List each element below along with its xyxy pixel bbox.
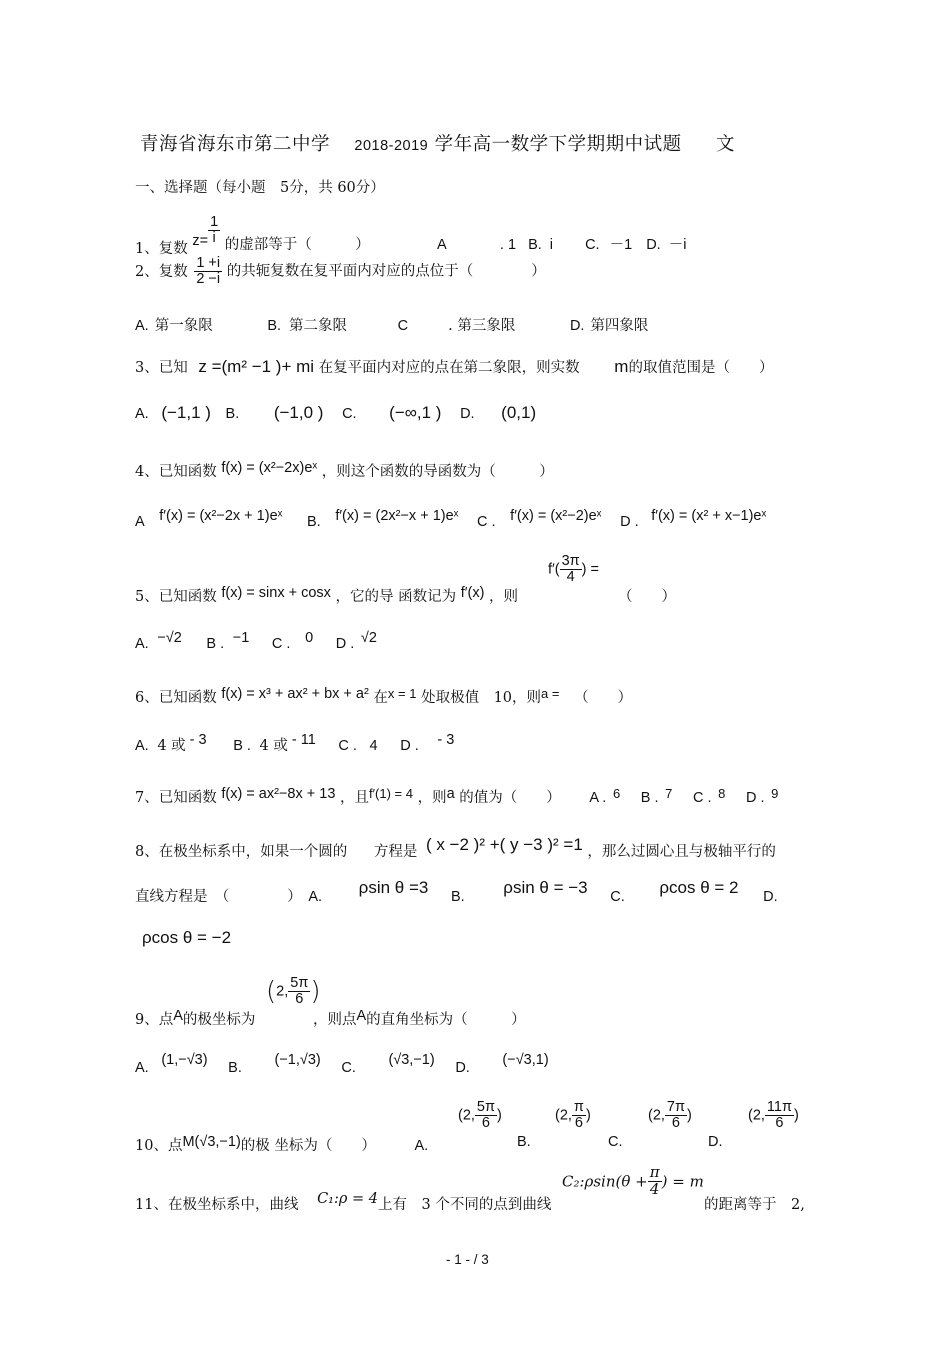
q3-options: A. (−1,1 ) B. (−1,0 ) C. (−∞,1 ) D. (0,1)	[135, 403, 537, 422]
q10-option-a-value: (2, $\frac{5\pi}{6}$ )	[458, 1099, 502, 1132]
title-years: 2018-2019	[354, 138, 429, 154]
q1-label: 1、复数	[135, 240, 188, 257]
q8-expr: ( x −2 )² +( y −3 )² =1	[425, 835, 583, 854]
q5-expr: f(x) = sinx + cosx	[221, 585, 331, 601]
q9-label: 9、点	[135, 1012, 174, 1028]
q10-option-d-value: (2, $\frac{11\pi}{6}$ )	[748, 1099, 799, 1132]
q8-line2: 直线方程是 （ ） A. ρsin θ =3 B. ρsin θ = −3 C. ρcos θ = 2 D.	[135, 878, 778, 905]
q2-fraction: $\frac{1 +i}{2 -i}$	[196, 255, 221, 288]
q4-label: 4、已知函数	[135, 464, 217, 480]
q4-expr: f(x) = (x²−2x)eˣ	[221, 460, 318, 476]
q2-text: 的共轭复数在复平面内对应的点位于（ ）	[226, 263, 546, 280]
q11-expr: C₁:ρ = 4	[317, 1191, 378, 1207]
q10-option-b: B.	[517, 1134, 531, 1150]
q2-label: 2、复数	[135, 263, 188, 280]
q5-answer-paren: （ ）	[618, 589, 676, 605]
q11-label: 11、在极坐标系中，曲线	[135, 1197, 299, 1213]
title-suffix: 文	[716, 134, 736, 155]
q5-derivative-expr: f′( $\frac{3\pi}{4}$ ) =	[548, 553, 599, 586]
q1-fraction: $\frac{1}{i}$	[210, 214, 219, 247]
question-6: 6、已知函数 f(x) = x³ + ax² + bx + a² 在x = 1 处取极值 10，则a = （ ）	[135, 686, 633, 706]
section-heading: 一、选择题（每小题 5分，共 60分）	[135, 180, 385, 196]
q6-options: A. 4 或 - 3 B . 4 或 - 11 C . 4 D . - 3	[135, 732, 455, 754]
title-rest: 学年高一数学下学期期中试题	[434, 134, 682, 155]
question-1	[135, 207, 370, 257]
q3-text: 在复平面内对应的点在第二象限，则实数	[318, 360, 580, 376]
q9-polar-expr: (2, $\frac{5\pi}{6}$ )	[266, 975, 321, 1008]
q6-expr: f(x) = x³ + ax² + bx + a²	[221, 686, 369, 702]
q11-text2: 的距离等于 2,	[704, 1197, 805, 1213]
q1-expr-lhs: z=	[192, 232, 209, 249]
question-2	[135, 256, 546, 287]
q3-expr: z =(m² −1 )+ mi	[198, 357, 315, 376]
question-7: 7、已知函数 f(x) = ax²−8x + 13 ，且f′(1) = 4 ，则a 的值为（ ） A . 6 B . 7 C . 8 D . 9	[135, 786, 779, 806]
q9-rest: ，则点A的直角坐标为（ ）	[313, 1008, 526, 1028]
q6-label: 6、已知函数	[135, 690, 217, 706]
question-9: 9、点A的极坐标为	[135, 1008, 256, 1028]
q9-options: A. (1,−√3) B. (−1,√3) C. (√3,−1) D. (−√3,1)	[135, 1052, 549, 1076]
question-5: 5、已知函数 f(x) = sinx + cosx ，它的导 函数记为 f′(x) ，则	[135, 585, 519, 605]
q5-text: ，它的导 函数记为	[335, 589, 457, 605]
question-4	[135, 460, 554, 481]
question-10: 10、点M(√3,−1)的极 坐标为（ ） A.	[135, 1134, 429, 1154]
q10-option-c: C.	[608, 1134, 623, 1150]
q1-options: A . 1 B. i C. －1 D. －i	[437, 237, 687, 253]
q8-option-d-value: ρcos θ = −2	[142, 928, 232, 947]
q1-text: 的虚部等于（ ）	[224, 236, 370, 253]
q10-option-d: D.	[708, 1134, 723, 1150]
q5-options: A. −√2 B . −1 C . 0 D . √2	[135, 630, 377, 652]
q5-label: 5、已知函数	[135, 589, 217, 605]
question-8: 8、在极坐标系中，如果一个圆的 方程是 ( x −2 )² +( y −3 )² =1 ，那么过圆心且与极轴平行的	[135, 835, 776, 860]
q2-options: A. 第一象限 B. 第二象限 C . 第三象限 D. 第四象限	[135, 318, 649, 334]
page-number: - 1 - / 3	[446, 1252, 489, 1267]
q11-expr2: C₂:ρsin(θ + $\frac{\pi}{4}$ ) = m	[562, 1163, 704, 1198]
q7-expr: f(x) = ax²−8x + 13	[221, 786, 336, 802]
question-3: 3、已知 z =(m² −1 )+ mi 在复平面内对应的点在第二象限，则实数 m的取值范围是（ ）	[135, 357, 774, 376]
page-title	[140, 130, 735, 156]
q4-options: A f′(x) = (x²−2x + 1)eˣ B. f′(x) = (2x²−x + 1)eˣ C . f′(x) = (x²−2)eˣ D . f′(x) = (x² + x−1)eˣ	[135, 508, 767, 530]
q10-option-b-value: (2, $\frac{\pi}{6}$ )	[555, 1099, 591, 1132]
q8-label: 8、在极坐标系中，如果一个圆的	[135, 844, 348, 860]
q10-option-c-value: (2, $\frac{7\pi}{6}$ )	[648, 1099, 692, 1132]
title-school: 青海省海东市第二中学	[140, 134, 331, 155]
q10-label: 10、点	[135, 1138, 183, 1154]
q3-label: 3、已知	[135, 360, 188, 376]
q4-text: ，则这个函数的导函数为（ ）	[321, 464, 554, 480]
question-11: 11、在极坐标系中，曲线 C₁:ρ = 4上有 3 个不同的点到曲线	[135, 1191, 552, 1213]
q7-label: 7、已知函数	[135, 790, 217, 806]
